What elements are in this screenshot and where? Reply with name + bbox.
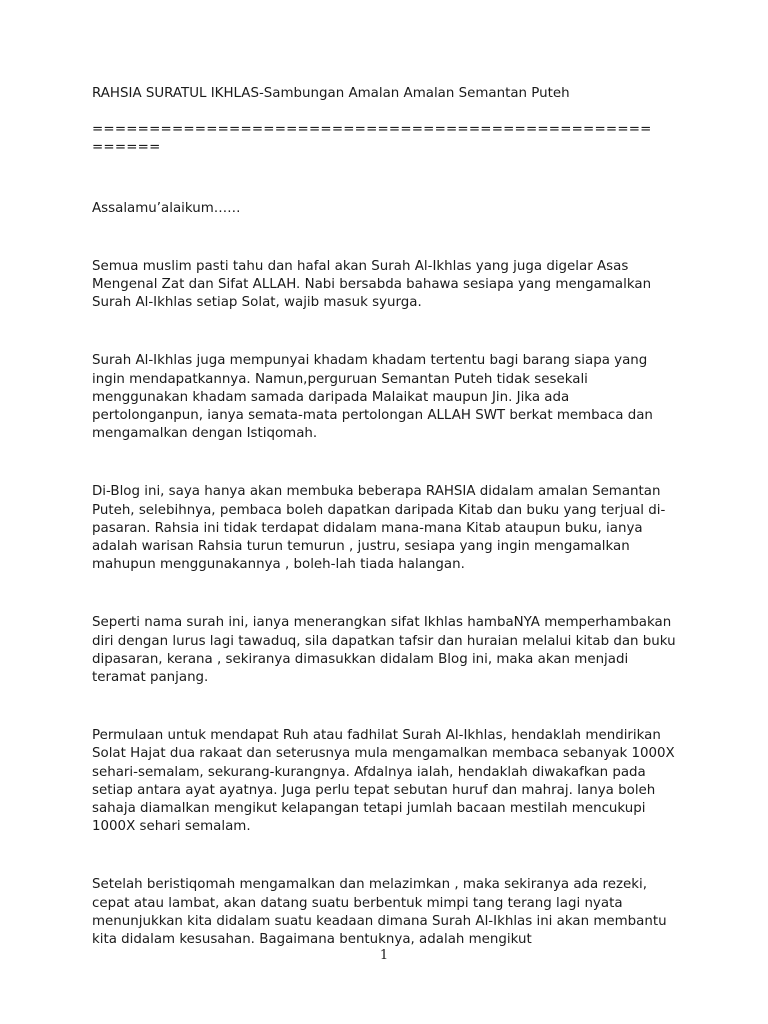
document-title: RAHSIA SURATUL IKHLAS-Sambungan Amalan Amalan Semantan Puteh (92, 86, 570, 101)
separator-line-1: ================================================= (92, 122, 652, 138)
paragraph: Seperti nama surah ini, ianya menerangkan sifat Ikhlas hambaNYA memperhambakan diri dengan lurus lagi tawaduq, sila dapatkan tafsir dan huraian melalui kitab dan buku dipasaran, kerana , sekiranya dimasukkan didalam Blog ini, maka akan menjadi teramat panjang. (92, 615, 676, 686)
paragraph: Di-Blog ini, saya hanya akan membuka beberapa RAHSIA didalam amalan Semantan Puteh, selebihnya, pembaca boleh dapatkan daripada Kitab dan buku yang terjual di-pasaran. Rahsia ini tidak terdapat didalam mana-mana Kitab ataupun buku, ianya adalah warisan Rahsia turun temurun , justru, sesiapa yang ingin mengamalkan mahupun menggunakannya , boleh-lah tiada halangan. (92, 484, 666, 573)
separator-rule (92, 121, 682, 157)
separator-line-2: ====== (92, 140, 161, 156)
paragraph: Surah Al-Ikhlas juga mempunyai khadam khadam tertentu bagi barang siapa yang ingin mendapatkannya. Namun,perguruan Semantan Puteh tidak sesekali menggunakan khadam samada daripada Malaikat maupun Jin. Jika ada pertolonganpun, ianya semata-mata pertolongan ALLAH SWT berkat membaca dan mengamalkan dengan Istiqomah. (92, 353, 653, 442)
paragraph: Permulaan untuk mendapat Ruh atau fadhilat Surah Al-Ikhlas, hendaklah mendirikan Solat Hajat dua rakaat dan seterusnya mula mengamalkan membaca sebanyak 1000X sehari-semalam, sekurang-kurangnya. Afdalnya ialah, hendaklah diwakafkan pada setiap antara ayat ayatnya. Juga perlu tepat sebutan huruf dan mahraj. Ianya boleh sahaja diamalkan mengikut kelapangan tetapi jumlah bacaan mestilah mencukupi 1000X sehari semalam. (92, 728, 675, 835)
paragraph: Semua muslim pasti tahu dan hafal akan Surah Al-Ikhlas yang juga digelar Asas Mengenal Zat dan Sifat ALLAH. Nabi bersabda bahawa sesiapa yang mengamalkan Surah Al-Ikhlas setiap Solat, wajib masuk syurga. (92, 258, 652, 311)
page-number: 1 (379, 948, 389, 963)
greeting: Assalamu’alaikum…… (92, 200, 241, 216)
document-body (92, 85, 682, 949)
paragraph: Setelah beristiqomah mengamalkan dan melazimkan , maka sekiranya ada rezeki, cepat atau lambat, akan datang suatu berbentuk mimpi tang terang lagi nyata menunjukkan kita didalam suatu keadaan dimana Surah Al-Ikhlas ini akan membantu kita didalam kesusahan. Bagaimana bentuknya, adalah mengikut (92, 877, 667, 948)
